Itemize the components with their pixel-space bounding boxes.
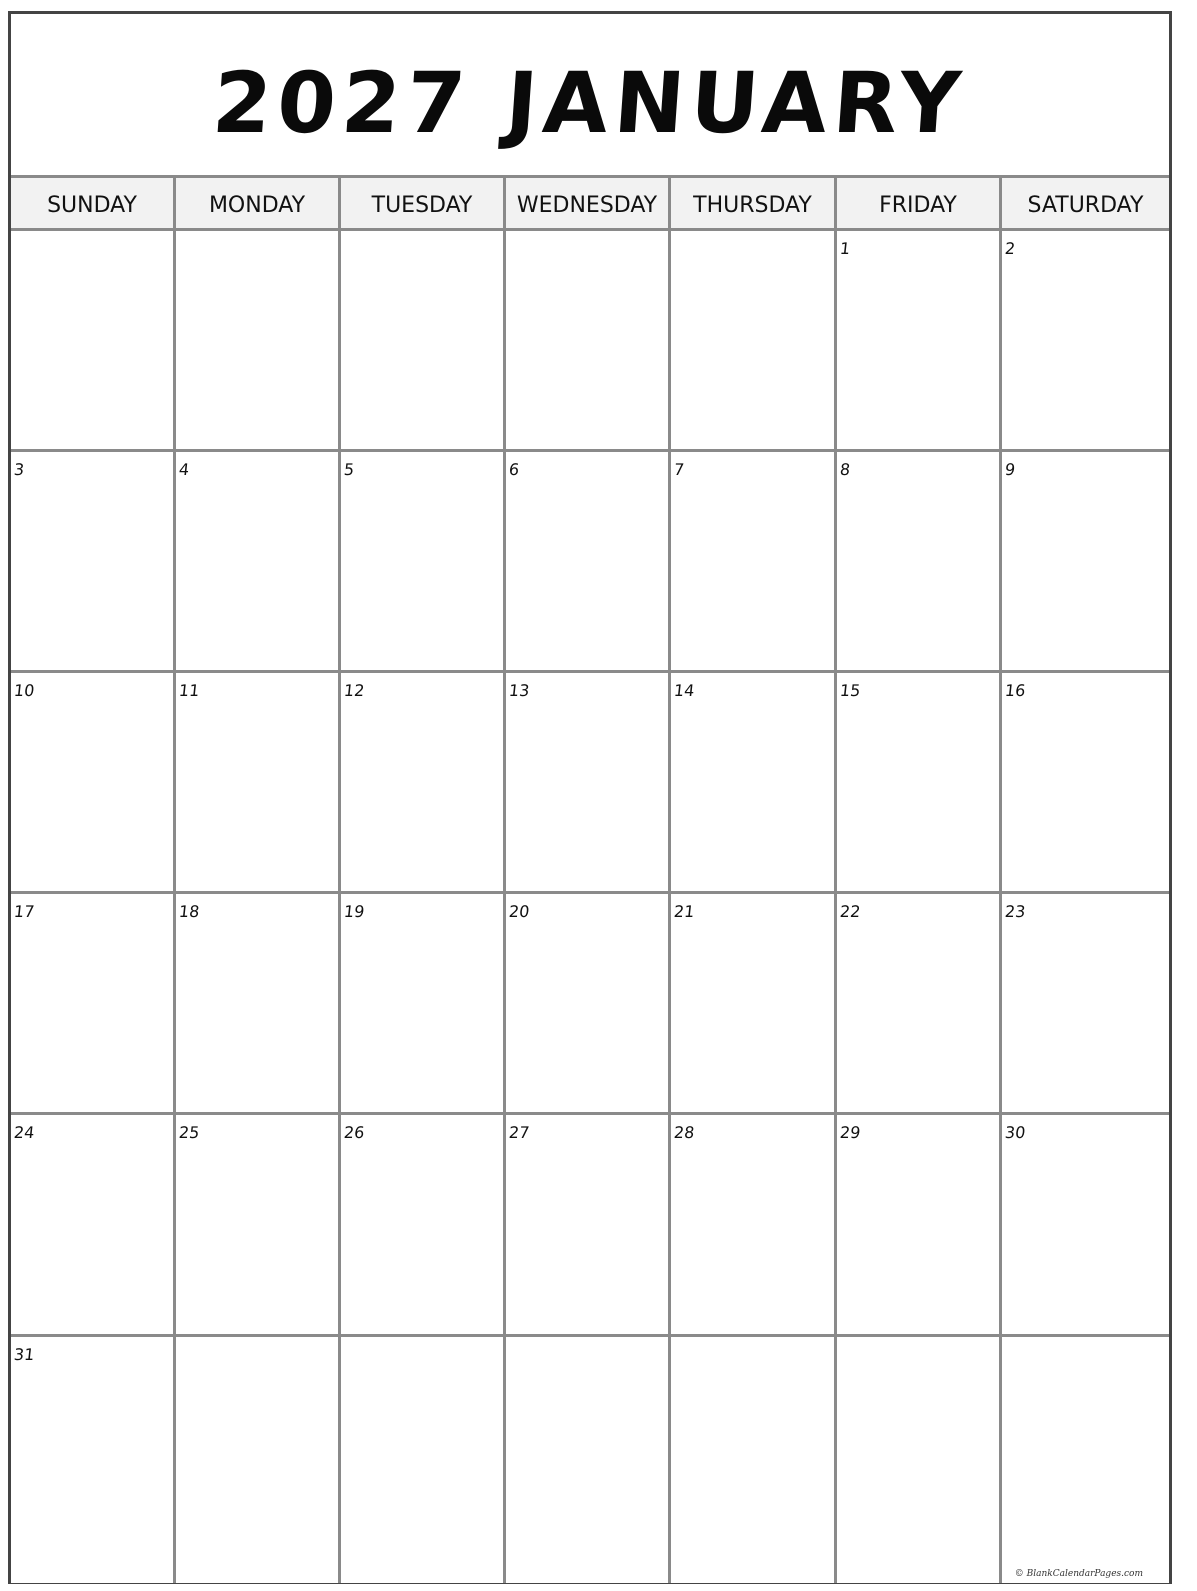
watermark: © BlankCalendarPages.com <box>1014 1569 1143 1579</box>
day-number: 20 <box>508 902 531 921</box>
weekday-header-monday: MONDAY <box>176 178 341 231</box>
day-cell[interactable] <box>1002 231 1169 452</box>
weekday-header-sunday: SUNDAY <box>11 178 176 231</box>
weekday-header-wednesday: WEDNESDAY <box>506 178 671 231</box>
day-number: 13 <box>508 681 531 700</box>
day-cell[interactable] <box>671 231 837 452</box>
day-cell[interactable] <box>1002 894 1169 1115</box>
day-cell[interactable] <box>1002 1337 1169 1583</box>
day-cell[interactable] <box>341 1337 506 1583</box>
day-number: 4 <box>178 460 191 479</box>
calendar-frame <box>8 11 1172 1584</box>
day-cell[interactable] <box>11 1115 176 1337</box>
day-number: 21 <box>673 902 696 921</box>
day-number: 3 <box>13 460 26 479</box>
day-cell[interactable] <box>341 673 506 894</box>
day-number: 22 <box>839 902 862 921</box>
day-cell[interactable] <box>506 1337 671 1583</box>
day-cell[interactable] <box>1002 1115 1169 1337</box>
day-number: 1 <box>839 239 852 258</box>
day-number: 8 <box>839 460 852 479</box>
day-number: 16 <box>1004 681 1027 700</box>
day-number: 19 <box>343 902 366 921</box>
day-number: 15 <box>839 681 862 700</box>
day-number: 27 <box>508 1123 531 1142</box>
day-cell[interactable] <box>671 1115 837 1337</box>
day-cell[interactable] <box>837 1337 1002 1583</box>
weekday-header-saturday: SATURDAY <box>1002 178 1169 231</box>
day-cell[interactable] <box>176 452 341 673</box>
day-number: 6 <box>508 460 521 479</box>
day-number: 23 <box>1004 902 1027 921</box>
weekday-header-thursday: THURSDAY <box>671 178 837 231</box>
day-cell[interactable] <box>176 1337 341 1583</box>
weekday-header-tuesday: TUESDAY <box>341 178 506 231</box>
day-number: 10 <box>13 681 36 700</box>
day-number: 31 <box>13 1345 36 1364</box>
day-cell[interactable] <box>341 1115 506 1337</box>
day-cell[interactable] <box>176 231 341 452</box>
weekday-header-friday: FRIDAY <box>837 178 1002 231</box>
day-cell[interactable] <box>506 231 671 452</box>
day-cell[interactable] <box>341 894 506 1115</box>
day-number: 9 <box>1004 460 1017 479</box>
day-cell[interactable] <box>11 673 176 894</box>
day-number: 24 <box>13 1123 36 1142</box>
day-number: 26 <box>343 1123 366 1142</box>
day-cell[interactable] <box>837 894 1002 1115</box>
day-cell[interactable] <box>176 1115 341 1337</box>
day-cell[interactable] <box>11 1337 176 1583</box>
day-cell[interactable] <box>341 231 506 452</box>
day-number: 30 <box>1004 1123 1027 1142</box>
day-number: 18 <box>178 902 201 921</box>
day-cell[interactable] <box>671 673 837 894</box>
day-cell[interactable] <box>506 1115 671 1337</box>
day-number: 25 <box>178 1123 201 1142</box>
day-cell[interactable] <box>11 231 176 452</box>
day-cell[interactable] <box>176 894 341 1115</box>
day-cell[interactable] <box>837 452 1002 673</box>
day-number: 14 <box>673 681 696 700</box>
day-number: 7 <box>673 460 686 479</box>
day-cell[interactable] <box>671 894 837 1115</box>
day-cell[interactable] <box>341 452 506 673</box>
day-number: 5 <box>343 460 356 479</box>
day-cell[interactable] <box>176 673 341 894</box>
day-cell[interactable] <box>837 1115 1002 1337</box>
day-cell[interactable] <box>1002 673 1169 894</box>
day-number: 17 <box>13 902 36 921</box>
day-number: 29 <box>839 1123 862 1142</box>
day-cell[interactable] <box>671 1337 837 1583</box>
day-cell[interactable] <box>11 452 176 673</box>
day-cell[interactable] <box>837 673 1002 894</box>
day-cell[interactable] <box>837 231 1002 452</box>
day-cell[interactable] <box>671 452 837 673</box>
calendar-title: 2027 JANUARY <box>209 53 971 152</box>
day-cell[interactable] <box>506 673 671 894</box>
calendar-grid <box>11 175 1169 1583</box>
day-number: 28 <box>673 1123 696 1142</box>
day-number: 2 <box>1004 239 1017 258</box>
day-cell[interactable] <box>506 452 671 673</box>
day-cell[interactable] <box>1002 452 1169 673</box>
day-number: 11 <box>178 681 201 700</box>
title-area <box>11 14 1169 175</box>
day-cell[interactable] <box>506 894 671 1115</box>
day-cell[interactable] <box>11 894 176 1115</box>
day-number: 12 <box>343 681 366 700</box>
